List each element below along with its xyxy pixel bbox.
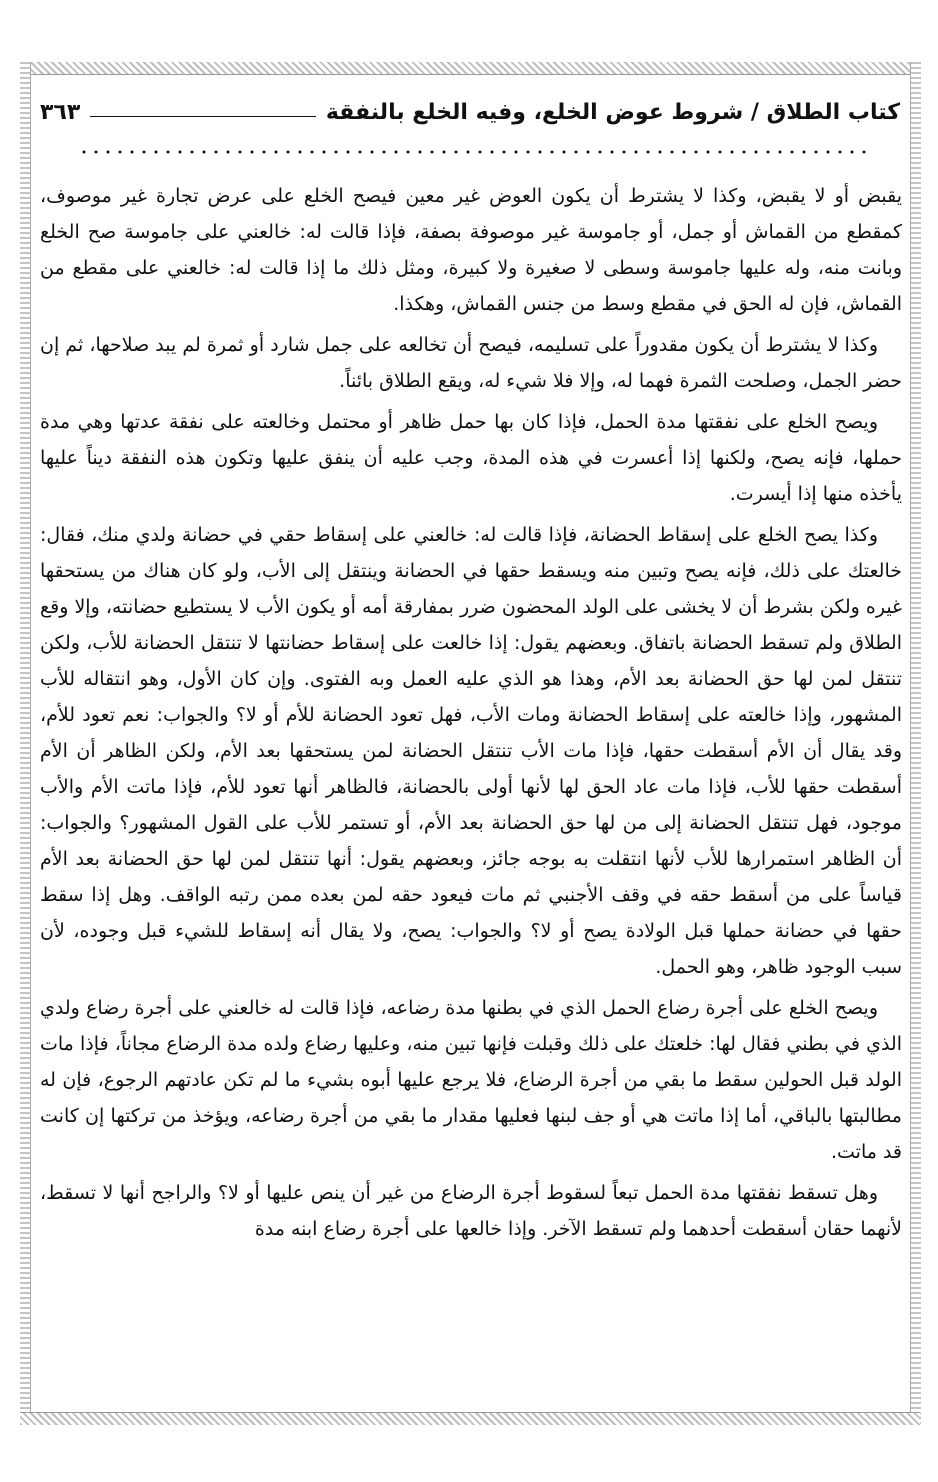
paragraph: يقبض أو لا يقبض، وكذا لا يشترط أن يكون العوض غير معين فيصح الخلع على عرض تجارة غير موصوف، كمقطع من القماش أو جمل، أو جاموسة غير موصوفة بصفة، فإذا قالت له: خالعني على جاموسة صح الخلع وبانت منه، وله عليها جاموسة وسطى لا صغيرة ولا كبيرة، ومثل ذلك ما إذا قالت له: خالعني على مقطع من القماش، فإن له الحق في مقطع وسط من جنس القماش، وهكذا.: [40, 185, 902, 315]
page-number: ٣٦٣: [40, 99, 81, 125]
header-dotted-divider: [78, 150, 870, 154]
page-body: [40, 178, 902, 1252]
running-header: [40, 92, 900, 132]
page-border-right: [910, 62, 921, 1424]
paragraph: ويصح الخلع على أجرة رضاع الحمل الذي في بطنها مدة رضاعه، فإذا قالت له خالعني على أجرة رضاع ولدي الذي في بطني فقال لها: خلعتك على ذلك وقبلت فإنها تبين منه، وعليها رضاع ولده مدة الرضاع مجاناً، فإذا مات الولد قبل الحولين سقط ما بقي من أجرة الرضاع، فلا يرجع عليها أبوه بشيء ما لم تكن عادتهم الرجوع، فإن له مطالبتها بالباقي، أما إذا ماتت هي أو جف لبنها فعليها مقدار ما بقي من أجرة رضاعه، ويؤخذ من تركتها إن كانت قد ماتت.: [40, 997, 902, 1163]
paragraph: وهل تسقط نفقتها مدة الحمل تبعاً لسقوط أجرة الرضاع من غير أن ينص عليها أو لا؟ والراجح أنها لا تسقط، لأنهما حقان أسقطت أحدهما ولم تسقط الآخر. وإذا خالعها على أجرة رضاع ابنه مدة: [40, 1182, 902, 1240]
paragraph: وكذا لا يشترط أن يكون مقدوراً على تسليمه، فيصح أن تخالعه على جمل شارد أو ثمرة لم يبد صلاحها، ثم إن حضر الجمل، وصلحت الثمرة فهما له، وإلا فلا شيء له، ويقع الطلاق بائناً.: [40, 334, 902, 392]
paragraph: ويصح الخلع على نفقتها مدة الحمل، فإذا كان بها حمل ظاهر أو محتمل وخالعته على نفقة عدتها وهي مدة حملها، فإنه يصح، ولكنها إذا أعسرت في هذه المدة، وجب عليه أن ينفق عليها وتكون هذه النفقة ديناً عليها يأخذه منها إذا أيسرت.: [40, 411, 902, 505]
header-rule: [90, 116, 316, 117]
page-border-top: [20, 62, 920, 75]
page-border-bottom: [20, 1412, 920, 1425]
page-border-left: [20, 62, 31, 1424]
header-title: كتاب الطلاق / شروط عوض الخلع، وفيه الخلع بالنفقة: [325, 99, 900, 125]
paragraph: وكذا يصح الخلع على إسقاط الحضانة، فإذا قالت له: خالعني على إسقاط حقي في حضانة ولدي منك، فقال: خالعتك على ذلك، فإنه يصح وتبين منه ويسقط حقها في الحضانة وينتقل إلى الأب، ولو كان هناك من يستحقها غيره ولكن بشرط أن لا يخشى على الولد المحضون ضرر بمفارقة أمه أو يكون الأب لا يستطيع حضانته، وإلا وقع الطلاق ولم تسقط الحضانة باتفاق. وبعضهم يقول: إذا خالعت على إسقاط حضانتها لا تنتقل الحضانة للأب، ولكن تنتقل لمن لها حق الحضانة بعد الأم، وهذا هو الذي عليه العمل وبه الفتوى. وإن كان الأول، وهو انتقاله للأب المشهور، وإذا خالعته على إسقاط الحضانة ومات الأب، فهل تعود الحضانة للأم أو لا؟ والجواب: نعم تعود للأم، وقد يقال أن الأم أسقطت حقها، فإذا مات الأب تنتقل الحضانة لمن يستحقها بعد الأم، ولكن الظاهر أن الأم أسقطت حقها للأب، فإذا مات عاد الحق لها لأنها أولى بالحضانة، فالظاهر أنها تعود للأم، فإذا ماتت الأم والأب موجود، فهل تنتقل الحضانة إلى من لها حق الحضانة بعد الأم، أو تستمر للأب على القول المشهور؟ والجواب: أن الظاهر استمرارها للأب لأنها انتقلت به بوجه جائز، وبعضهم يقول: أنها تنتقل لمن لها حق الحضانة بعد الأم قياساً على من أسقط حقه في وقف الأجنبي ثم مات فيعود حقه لمن بعده ممن رتبه الواقف. وهل إذا سقط حقها في حضانة حملها قبل الولادة يصح أو لا؟ والجواب: يصح، ولا يقال أنه إسقاط للشيء قبل وجوده، لأن سبب الوجود ظاهر، وهو الحمل.: [40, 524, 902, 978]
